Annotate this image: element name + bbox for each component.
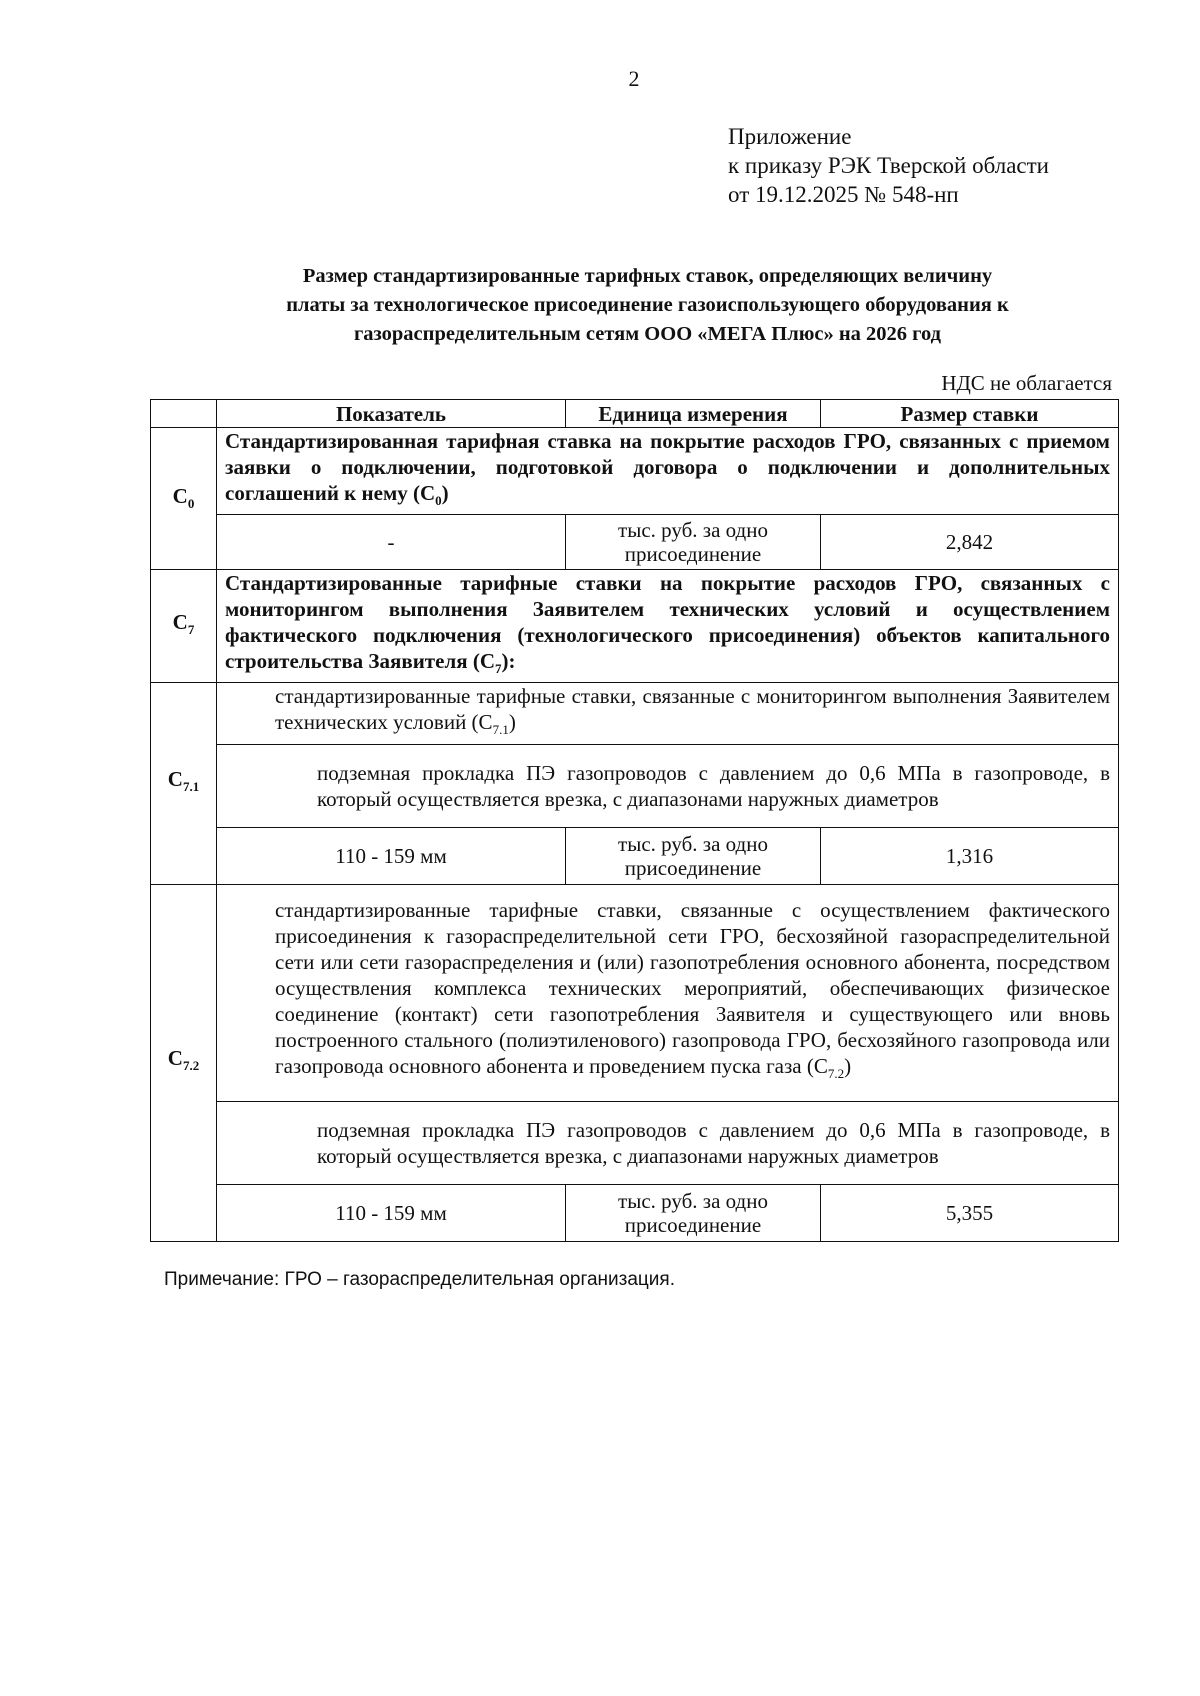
- vat-note: НДС не облагается: [941, 371, 1112, 395]
- c72-unit: тыс. руб. за одно присоединение: [566, 1184, 821, 1241]
- tariff-table: [150, 399, 1119, 1242]
- header-empty-cell: [151, 400, 217, 428]
- table-row: [151, 570, 1119, 683]
- footnote: Примечание: ГРО – газораспределительная организация.: [164, 1269, 675, 1290]
- appendix-block: [728, 122, 1049, 209]
- header-rate: Размер ставки: [821, 400, 1119, 428]
- c0-description: Стандартизированная тарифная ставка на покрытие расходов ГРО, связанных с приемом заявки о подключении, подготовкой договора о подключении и дополнительных соглашений к нему $(C_0)$: [217, 428, 1119, 515]
- c71-unit: тыс. руб. за одно присоединение: [566, 827, 821, 884]
- header-indicator: Показатель: [217, 400, 566, 428]
- c72-sub-description: подземная прокладка ПЭ газопроводов с давлением до 0,6 МПа в газопроводе, в который осуществляется врезка, с диапазонами наружных диаметров: [217, 1101, 1119, 1184]
- c0-value: 2,842: [821, 515, 1119, 570]
- c71-value: 1,316: [821, 827, 1119, 884]
- appendix-line: к приказу РЭК Тверской области: [728, 153, 1049, 178]
- page-number: 2: [628, 66, 640, 91]
- c72-value: 5,355: [821, 1184, 1119, 1241]
- appendix-line: Приложение: [728, 124, 852, 149]
- table-header-row: [151, 400, 1119, 428]
- table-row: [151, 744, 1119, 827]
- document-title: [160, 262, 1135, 349]
- table-row: [151, 827, 1119, 884]
- row-code-c7: $C_7$: [151, 570, 217, 683]
- row-code-c0: $C_0$: [151, 428, 217, 570]
- table-row: [151, 1101, 1119, 1184]
- c71-sub-description: подземная прокладка ПЭ газопроводов с давлением до 0,6 МПа в газопроводе, в который осуществляется врезка, с диапазонами наружных диаметров: [217, 744, 1119, 827]
- c71-description: стандартизированные тарифные ставки, связанные с мониторингом выполнения Заявителем технических условий $(C_{7.1})$: [217, 683, 1119, 744]
- row-code-c71: $C_{7.1}$: [151, 683, 217, 884]
- c72-description: стандартизированные тарифные ставки, связанные с осуществлением фактического присоединения к газораспределительной сети ГРО, бесхозяйной газораспределительной сети или сети газораспределения и (или) газопотребления основного абонента, посредством осуществления комплекса технических мероприятий, обеспечивающих физическое соединение (контакт) сети газопотребления Заявителя и существующего или вновь построенного стального (полиэтиленового) газопровода ГРО, бесхозяйного газопровода или газопровода основного абонента и проведением пуска газа $(C_{7.2})$: [217, 884, 1119, 1101]
- header-unit: Единица измерения: [566, 400, 821, 428]
- title-line: газораспределительным сетям ООО «МЕГА Плюс» на 2026 год: [353, 323, 942, 345]
- row-code-c72: $C_{7.2}$: [151, 884, 217, 1241]
- c7-description: Стандартизированные тарифные ставки на покрытие расходов ГРО, связанных с мониторингом выполнения Заявителем технических условий и осуществлением фактического подключения (технологического присоединения) объектов капитального строительства Заявителя $(C_7)$:: [217, 570, 1119, 683]
- table-row: [151, 884, 1119, 1101]
- c0-indicator: -: [217, 515, 566, 570]
- c0-unit: тыс. руб. за одно присоединение: [566, 515, 821, 570]
- c72-indicator: 110 - 159 мм: [217, 1184, 566, 1241]
- table-row: [151, 1184, 1119, 1241]
- table-row: [151, 683, 1119, 744]
- table-row: [151, 515, 1119, 570]
- appendix-line: от 19.12.2025 № 548-нп: [728, 182, 959, 207]
- title-line: платы за технологическое присоединение газоиспользующего оборудования к: [286, 294, 1009, 316]
- c71-indicator: 110 - 159 мм: [217, 827, 566, 884]
- title-line: Размер стандартизированные тарифных ставок, определяющих величину: [302, 265, 993, 287]
- table-row: [151, 428, 1119, 515]
